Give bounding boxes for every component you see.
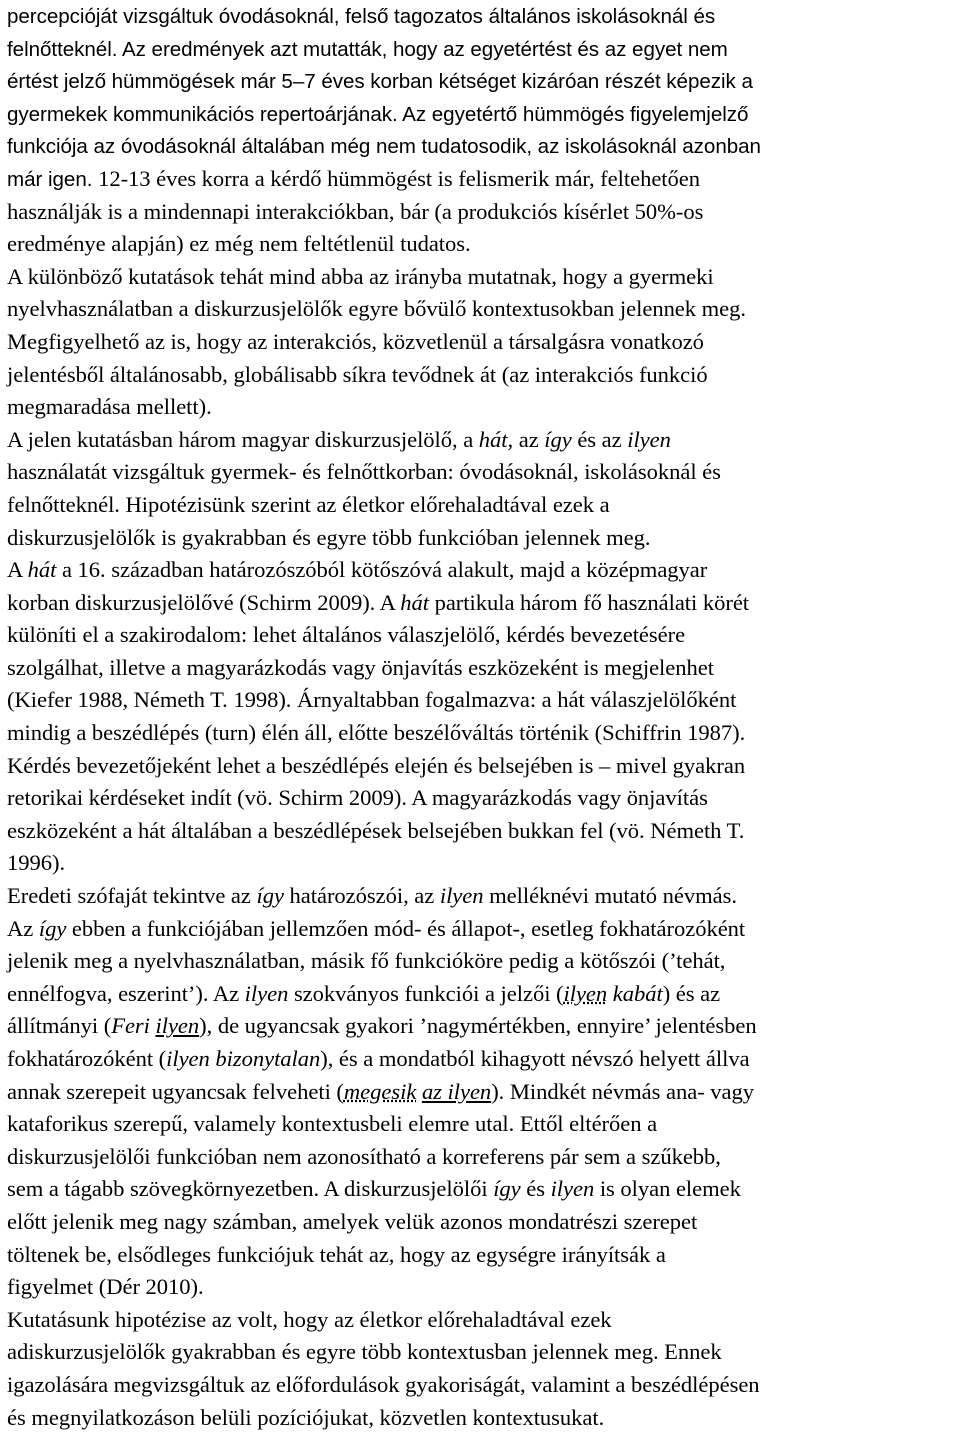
text-run: felnőtteknél. Az eredmények azt mutatták, hogy az egyetértést és az egyet nem: [7, 37, 728, 61]
text-run: ), de ugyancsak gyakori ’nagymértékben, ennyire’ jelentésben: [199, 1013, 757, 1039]
text-run: kataforikus szerepű, valamely kontextusbeli elemre utal. Ettől eltérően a: [7, 1111, 658, 1137]
text-line: [7, 652, 954, 685]
text-line: [7, 1336, 954, 1369]
text-run: állítmányi (: [7, 1013, 112, 1039]
text-run: igazolására megvizsgáltuk az előfordulások gyakoriságát, valamint a beszédlépésen: [7, 1371, 760, 1397]
text-line: [7, 1369, 954, 1402]
text-run: hát,: [478, 426, 514, 452]
text-line: [7, 587, 954, 620]
text-line: [7, 815, 954, 848]
text-line: [7, 33, 954, 66]
text-run: melléknévi mutató névmás.: [483, 883, 737, 909]
text-run: fokhatározóként (: [7, 1046, 167, 1071]
text-run: ennélfogva, eszerint’). Az: [7, 980, 245, 1006]
text-run: jelentésből általánosabb, globálisabb síkra tevődnek át (az interakciós funkció: [7, 361, 708, 387]
text-line: [7, 1173, 954, 1206]
text-run: ilyen: [550, 1176, 595, 1202]
text-run: ), és a mondatból kihagyott névszó helyett állva: [320, 1046, 750, 1071]
text-run: partikula három fő használati körét: [428, 589, 750, 615]
text-run: ) és az: [662, 980, 721, 1006]
text-run: és megnyilatkozáson belüli pozíciójukat, közvetlen kontextusukat.: [7, 1404, 605, 1430]
text-line: [7, 978, 954, 1011]
text-run: jelenik meg a nyelvhasználatban, másik fő funkcióköre pedig a kötőszói (’tehát,: [7, 948, 726, 974]
text-line: [7, 228, 954, 261]
text-run: ilyen: [627, 426, 671, 452]
text-run: ilyen: [439, 883, 484, 909]
text-line: [7, 359, 954, 392]
text-line: [7, 1076, 954, 1109]
text-line: [7, 1271, 954, 1304]
text-run: Feri: [111, 1013, 150, 1039]
text-run: nyelvhasználatban a diskurzusjelölők egyre bővülő kontextusokban jelennek meg.: [7, 296, 746, 322]
text-run: figyelmet (Dér 2010).: [7, 1274, 204, 1300]
text-run: használatát vizsgáltuk gyermek- és felnőttkorban: óvodásoknál, iskolásoknál és: [7, 459, 721, 485]
text-line: [7, 0, 954, 33]
text-run: adiskurzusjelölők gyakrabban és egyre több kontextusban jelennek meg. Ennek: [7, 1339, 722, 1365]
text-run: Megfigyelhető az is, hogy az interakciós, közvetlenül a társalgásra vonatkozó: [7, 328, 704, 354]
text-run: szokványos funkciói a jelzői (: [288, 980, 564, 1006]
text-run: a 16. században határozószóból kötőszóvá alakult, majd a középmagyar: [56, 557, 708, 583]
text-run: az: [513, 426, 545, 452]
text-run: így: [38, 915, 67, 941]
text-line: [7, 782, 954, 815]
text-line: [7, 913, 954, 946]
text-run: diskurzusjelölői funkcióban nem azonosítható a korreferens pár sem a szűkebb,: [7, 1143, 721, 1169]
text-line: [7, 847, 954, 880]
text-run: ilyen: [244, 980, 289, 1006]
text-run: hát: [400, 589, 429, 615]
text-line: [7, 1304, 954, 1337]
text-run: használják is a mindennapi interakciókban, bár (a produkciós kísérlet 50%-os: [7, 198, 704, 224]
text-line: [7, 522, 954, 555]
text-line: [7, 684, 954, 717]
text-run: így: [544, 426, 572, 452]
text-run: Eredeti szófaját tekintve az: [7, 883, 257, 909]
text-run: kabát: [612, 980, 663, 1006]
text-run: hát: [27, 557, 57, 583]
text-run: töltenek be, elsődleges funkciójuk tehát az, hogy az egységre irányítsák a: [7, 1241, 666, 1267]
text-line: [7, 1206, 954, 1239]
text-run: és az: [571, 426, 628, 452]
text-line: [7, 261, 954, 294]
text-run: előtt jelenik meg nagy számban, amelyek velük azonos mondatrészi szerepet: [7, 1208, 698, 1234]
text-run: sem a tágabb szövegkörnyezetben. A diskurzusjelölői: [7, 1176, 494, 1202]
text-run: 1996).: [7, 850, 66, 876]
text-run: és: [520, 1176, 551, 1202]
text-line: [7, 880, 954, 913]
text-line: [7, 1108, 954, 1141]
text-line: [7, 424, 954, 457]
text-line: [7, 1043, 954, 1076]
text-run: eszközeként a hát általában a beszédlépések belsejében bukkan fel (vö. Németh T.: [7, 817, 745, 843]
text-run: már igen.: [7, 167, 99, 191]
body-text: [7, 0, 954, 1434]
text-run: A jelen kutatásban három magyar diskurzusjelölő, a: [7, 426, 479, 452]
text-run: funkciója az óvodásoknál általában még nem tudatosodik, az iskolásoknál azonban: [7, 135, 761, 159]
text-line: [7, 391, 954, 424]
text-run: ebben a funkciójában jellemzően mód- és állapot-, esetleg fokhatározóként: [66, 915, 746, 941]
text-line: [7, 1010, 954, 1043]
text-run: (Kiefer 1988, Németh T. 1998). Árnyaltabban fogalmazva: a hát válaszjelölőként: [7, 687, 737, 713]
text-run: ilyen bizonytalan: [166, 1046, 321, 1071]
text-run: megmaradása mellett).: [7, 394, 212, 420]
text-run: Az: [7, 915, 39, 941]
text-line: [7, 65, 954, 98]
text-run: eredménye alapján) ez még nem feltétlenül tudatos.: [7, 231, 471, 257]
text-run: A: [7, 557, 28, 583]
text-run: felnőtteknél. Hipotézisünk szerint az életkor előrehaladtával ezek a: [7, 491, 610, 517]
text-run: is olyan elemek: [594, 1176, 741, 1202]
text-run: így: [256, 883, 284, 909]
text-run: így: [493, 1176, 521, 1202]
text-run: az ilyen: [421, 1078, 492, 1104]
text-run: gyermekek kommunikációs repertoárjának. Az egyetértő hümmögés figyelemjelző: [7, 102, 749, 126]
text-line: [7, 1239, 954, 1272]
text-line: [7, 554, 954, 587]
text-run: annak szerepeit ugyancsak felveheti (: [7, 1078, 344, 1104]
text-line: [7, 619, 954, 652]
text-line: [7, 293, 954, 326]
text-line: [7, 717, 954, 750]
text-run: Kutatásunk hipotézise az volt, hogy az életkor előrehaladtával ezek: [7, 1306, 612, 1332]
text-line: [7, 1402, 954, 1435]
text-run: határozószói, az: [283, 883, 440, 909]
text-run: szolgálhat, illetve a magyarázkodás vagy önjavítás eszközeként is megjelenhet: [7, 654, 714, 680]
text-run: A különböző kutatások tehát mind abba az irányba mutatnak, hogy a gyermeki: [7, 263, 714, 289]
text-line: [7, 456, 954, 489]
text-line: [7, 489, 954, 522]
text-line: [7, 98, 954, 131]
text-line: [7, 750, 954, 783]
text-run: ilyen: [563, 980, 608, 1006]
text-line: [7, 945, 954, 978]
text-run: mindig a beszédlépés (turn) élén áll, előtte beszélőváltás történik (Schiffrin 1987).: [7, 720, 746, 746]
text-line: [7, 196, 954, 229]
text-line: [7, 1141, 954, 1174]
text-run: diskurzusjelölők is gyakrabban és egyre több funkcióban jelennek meg.: [7, 524, 651, 550]
text-run: ). Mindkét névmás ana- vagy: [491, 1078, 754, 1104]
text-run: értést jelző hümmögések már 5–7 éves korban kétséget kizáróan részét képezik a: [7, 70, 753, 94]
text-line: [7, 326, 954, 359]
text-run: különíti el a szakirodalom: lehet általános válaszjelölő, kérdés bevezetésére: [7, 622, 686, 648]
text-run: percepcióját vizsgáltuk óvodásoknál, felső tagozatos általános iskolásoknál és: [7, 5, 716, 28]
text-run: retorikai kérdéseket indít (vö. Schirm 2009). A magyarázkodás vagy önjavítás: [7, 785, 708, 811]
text-run: 12-13 éves korra a kérdő hümmögést is felismerik már, feltehetően: [98, 165, 700, 191]
text-run: Kérdés bevezetőjeként lehet a beszédlépés elején és belsejében is – mivel gyakran: [7, 752, 746, 778]
text-line: [7, 130, 954, 163]
text-run: korban diskurzusjelölővé (Schirm 2009). A: [7, 589, 401, 615]
text-line: [7, 163, 954, 196]
text-run: ilyen: [155, 1013, 200, 1039]
text-run: megesik: [343, 1078, 417, 1104]
